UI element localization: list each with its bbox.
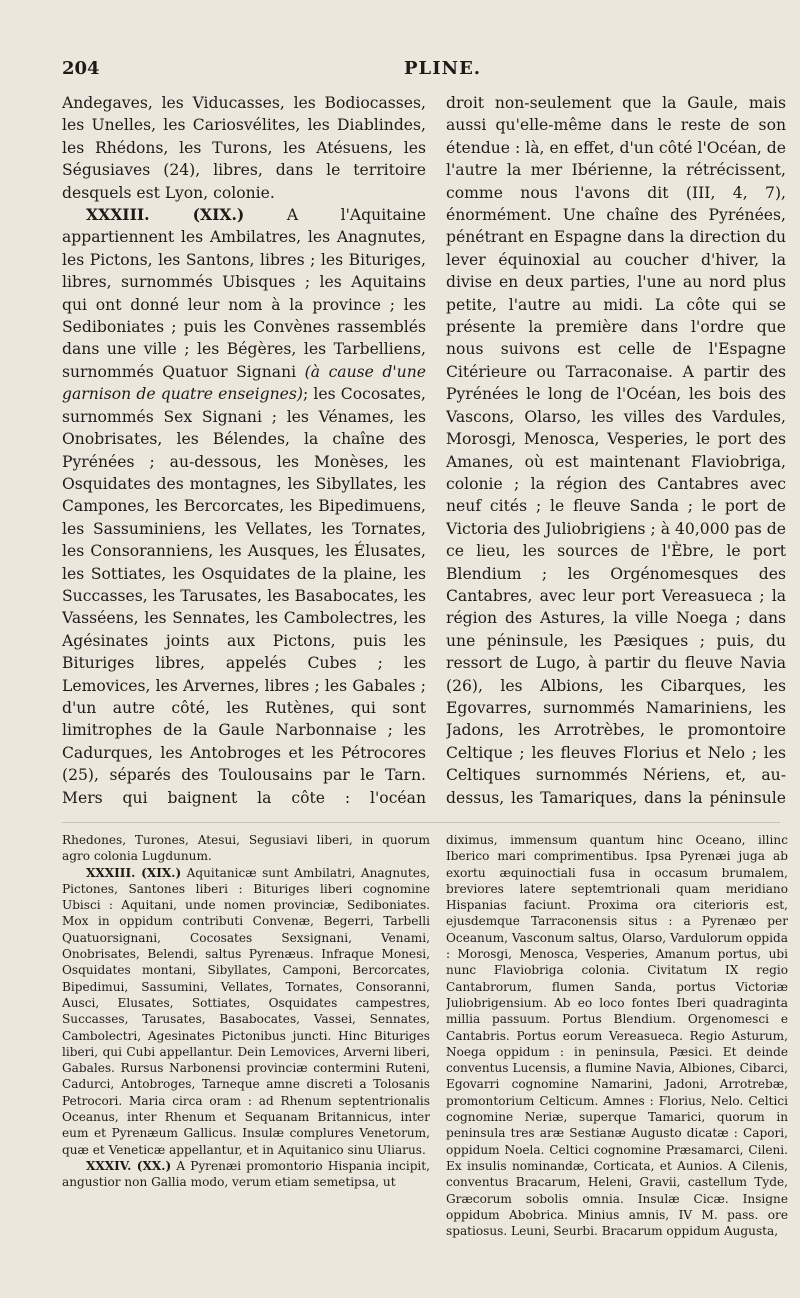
section-heading: XXXIII. (XIX.) — [86, 865, 182, 880]
french-paragraph-2 — [62, 204, 426, 810]
latin-left-column — [62, 832, 430, 1272]
latin-paragraph-continued: diximus, immensum quantum hinc Oceano, illinc Iberico mari comprimentibus. Ipsa Pyrenæi juga ab exortu æquinoctiali fusa in occasum brumalem, breviores latere septemtrionali quam meridiano Hispanias faciunt. Proxima ora citerioris est, ejusdemque Tarraconensis situs : a Pyrenæo per Oceanum, Vasconum saltus, Olarso, Vardulorum oppida : Morosgi, Menosca, Vesperies, Amanum portus, ubi nunc Flaviobriga colonia. Civitatum IX regio Cantabrorum, flumen Sanda, portus Victoriæ Juliobrigensium. Ab eo loco fontes Iberi quadraginta millia passuum. Portus Blendium. Orgenomesci e Cantabris. Portus eorum Vereasueca. Regio Asturum, Noega oppidum : in peninsula, Pæsici. Et deinde conventus Lucensis, a flumine Navia, Albiones, Cibarci, Egovarri cognomine Namarini, Jadoni, Arrotrebæ, promontorium Celticum. Amnes : Florius, Nelo. Celtici cognomine Neriæ, superque Tamarici, quorum in peninsula tres aræ Sestianæ Augusto dicatæ : Capori, oppidum Noela. Celtici cognomine Præsamarci, Cileni. Ex insulis nominandæ, Corticata, et Aunios. A Cilenis, conventus Bracarum, Heleni, Gravii, castellum Tyde, Græcorum sobolis omnia. Insulæ Cicæ. Insigne oppidum Abobrica. Minius amnis, IV M. pass. ore spatiosus. Leuni, Seurbi. Bracarum oppidum Augusta, — [446, 833, 788, 1239]
latin-paragraph-1: Rhedones, Turones, Atesui, Segusiavi liberi, in quorum agro colonia Lugdunum. — [62, 833, 430, 864]
latin-paragraph-3 — [62, 1158, 430, 1191]
page-number: 204 — [62, 58, 100, 79]
running-title: PLINE. — [404, 58, 482, 79]
latin-text: Aquitanicæ sunt Ambilatri, Anagnutes, Pictones, Santones liberi : Bituriges liberi cognomine Ubisci : Aquitani, unde nomen provinciæ, Sediboniates. Mox in oppidum contributi Convenæ, Begerri, Tarbelli Quatuorsignani, Cocosates Sexsignani, Venami, Onobrisates, Belendi, saltus Pyrenæus. Infraque Monesi, Osquidates montani, Sibyllates, Camponi, Bercorcates, Bipedimui, Sassumini, Vellates, Tornates, Consoranni, Ausci, Elusates, Sottiates, Osquidates campestres, Succasses, Tarusates, Basabocates, Vassei, Sennates, Cambolectri, Agesinates Pictonibus juncti. Hinc Bituriges liberi, qui Cubi appellantur. Dein Lemovices, Arverni liberi, Gabales. Rursus Narbonensi provinciæ contermini Ruteni, Cadurci, Antobroges, Tarneque amne discreti a Tolosanis Petrocori. Maria circa oram : ad Rhenum septentrionalis Oceanus, inter Rhenum et Sequanam Britannicus, inter eum et Pyrenæum Gallicus. Insulæ complures Venetorum, quæ et Veneticæ appellantur, et in Aquitanico sinu Uliarus. — [62, 865, 430, 1157]
section-heading: XXXIV. (XX.) — [86, 1158, 172, 1173]
french-paragraph-1: Andegaves, les Viducasses, les Bodiocasses, les Unelles, les Cariosvélites, les Diablindes, les Rhédons, les Turons, les Atésuens, les Ségusiaves (24), libres, dans le territoire desquels est Lyon, colonie. — [62, 94, 426, 202]
latin-paragraph-2 — [62, 865, 430, 1158]
french-gloss: (à cause d'une garnison de quatre enseignes) — [62, 362, 426, 404]
french-paragraph-continued: droit non-seulement que la Gaule, mais aussi qu'elle-même dans le reste de son étendue : là, en effet, d'un côté l'Océan, de l'autre la mer Ibérienne, la rétrécissent, comme nous l'avons dit (III, 4, 7), énormément. Une chaîne des Pyrénées, pénétrant en Espagne dans la direction du lever équinoxial au coucher d'hiver, la divise en deux parties, l'une au nord plus petite, l'autre au midi. La côte qui se présente la première dans l'ordre que nous suivons est celle de l'Espagne Citérieure ou Tarraconaise. A partir des Pyrénées le long de l'Océan, les bois des Vascons, Olarso, les villes des Vardules, Morosgi, Menosca, Vesperies, le port des Amanes, où est maintenant Flaviobriga, colonie ; la région des Cantabres avec neuf cités ; le fleuve Sanda ; le port de Victoria des Juliobrigiens ; à 40,000 pas de ce lieu, les sources de l'Èbre, le port Blendium ; les Orgénomesques des Cantabres, avec leur port Vereasueca ; la région des Astures, la ville Noega ; dans une péninsule, les Pæsiques ; puis, du ressort de Lugo, à partir du fleuve Navia (26), les Albions, les Cibarques, les Egovarres, surnommés Namariniens, les Jadons, les Arrotrèbes, le promontoire Celtique ; les fleuves Florius et Nelo ; les Celtiques surnommés Nériens, et, au-dessus, les Tamariques, dans la péninsule — [446, 94, 786, 807]
french-left-column — [62, 92, 426, 810]
page-header — [62, 58, 780, 84]
french-text: ; les Cocosates, surnommés Sex Signani ; les Vénames, les Onobrisates, les Bélendes, la chaîne des Pyrénées ; au-dessous, les Monèses, les Osquidates des montagnes, les Sibyllates, les Campones, les Bercorcates, les Bipedimuens, les Sassuminiens, les Vellates, les Tornates, les Consoranniens, les Ausques, les Élusates, les Sottiates, les Osquidates de la plaine, les Succasses, les Tarusates, les Basabocates, les Vasséens, les Sennates, les Cambolectres, les Agésinates joints aux Pictons, puis les Bituriges libres, appelés Cubes ; les Lemovices, les Arvernes, libres ; les Gabales ; d'un autre côté, les Rutènes, qui sont limitrophes de la Gaule Narbonnaise ; les Cadurques, les Antobroges et les Pétrocores (25), séparés des Toulousains par le Tarn. Mers qui baignent la côte : l'océan — [62, 385, 426, 807]
section-heading: XXXIII. (XIX.) — [86, 205, 245, 225]
divider — [62, 822, 780, 823]
latin-text: A Pyrenæi promontorio Hispania incipit, angustior non Gallia modo, verum etiam semetipsa, ut — [62, 1158, 430, 1190]
latin-right-column — [446, 832, 788, 1272]
french-right-column — [446, 92, 786, 810]
french-text: A l'Aquitaine appartiennent les Ambilatres, les Anagnutes, les Pictons, les Santons, libres ; les Bituriges, libres, surnommés Ubisques ; les Aquitains qui ont donné leur nom à la province ; les Sediboniates ; puis les Convènes rassemblés dans une ville ; les Bégères, les Tarbelliens, surnommés Quatuor Signani — [62, 206, 426, 381]
